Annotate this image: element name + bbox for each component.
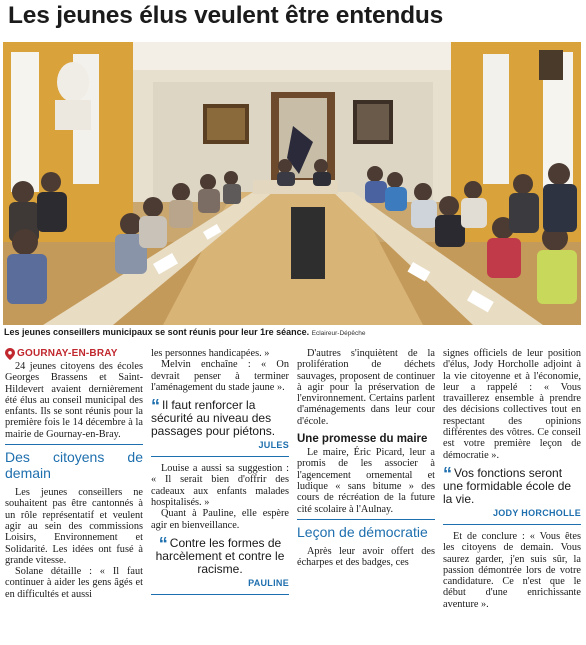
photo-caption bbox=[4, 327, 582, 337]
quote-text: Vos fonctions seront une formidable école de la vie. bbox=[443, 465, 572, 506]
subheading: Leçon de démocratie bbox=[297, 519, 435, 540]
article-column-1 bbox=[5, 348, 143, 600]
quote-author: JULES bbox=[258, 440, 289, 451]
quote-mark-icon: “ bbox=[443, 463, 452, 484]
subheading: Une promesse du maire bbox=[297, 433, 428, 446]
subheading: Des citoyens de demain bbox=[5, 444, 143, 481]
pull-quote bbox=[151, 396, 289, 457]
paragraph: Quant à Pauline, elle espère agir en bienveillance. bbox=[151, 508, 289, 531]
location-label: GOURNAY-EN-BRAY bbox=[17, 348, 118, 360]
article-column-3 bbox=[297, 348, 435, 568]
location-pin-icon bbox=[5, 348, 15, 360]
paragraph: signes officiels de leur position d'élus, Jody Horcholle adjoint à la vie citoyenne et à l'économie, leur a rappelé : « Vous travaillerez ensemble à prendre des décisions collectives tout en respectant des opinions différentes des vôtres. Ce conseil est votre première leçon de démocratie ». bbox=[443, 348, 581, 461]
paragraph: Les jeunes conseillers ne souhaitent pas être cantonnés à un rôle représentatif et veulent agir au sein des commissions Loisirs, Environnement et Solidarité. Les idées ont fusé à grande vitesse. bbox=[5, 487, 143, 566]
paragraph: Après leur avoir offert des écharpes et des badges, ces bbox=[297, 545, 435, 569]
paragraph: Et de conclure : « Vous êtes les citoyens de demain. Vous saurez garder, j'en suis sûr, la passion démontrée lors de votre candidature. Ce n'est que le début d'une enrichissante aventure ». bbox=[443, 530, 581, 610]
pull-quote bbox=[443, 463, 581, 525]
quote-mark-icon: “ bbox=[151, 396, 160, 417]
pull-quote bbox=[151, 533, 289, 595]
article-column-4 bbox=[443, 348, 581, 610]
quote-author: PAULINE bbox=[248, 577, 289, 588]
council-meeting-photo bbox=[3, 42, 581, 325]
paragraph: Melvin enchaîne : « On devrait penser à terminer l'aménagement du stade jaune ». bbox=[151, 359, 289, 393]
paragraph: Solane détaille : « Il faut continuer à aider les gens âgés et en difficultés et aussi bbox=[5, 566, 143, 600]
quote-author: JODY HORCHOLLE bbox=[492, 507, 581, 518]
caption-text: Les jeunes conseillers municipaux se sont réunis pour leur 1re séance. bbox=[4, 327, 310, 337]
photo-credit: Eclaireur-Dépêche bbox=[311, 330, 366, 337]
quote-text: Contre les formes de harcèlement et contre le racisme. bbox=[155, 535, 285, 576]
article-headline: Les jeunes élus veulent être entendus bbox=[8, 2, 444, 29]
article-column-2 bbox=[151, 348, 289, 601]
paragraph: Le maire, Éric Picard, leur a promis de les associer à l'agencement ornemental et ludique « sans bitume » des cours de récréation de la future cité scolaire à l'Aulnay. bbox=[297, 447, 435, 515]
council-room-illustration bbox=[3, 42, 581, 325]
quote-text: Il faut renforcer la sécurité au niveau des passages pour piétons. bbox=[151, 398, 276, 439]
paragraph: D'autres s'inquiètent de la prolifération de déchets sauvages, proposent de continuer à agir pour la préservation de l'environnement. Certains parlent d'aménagements dans leur cour d'école. bbox=[297, 348, 435, 427]
paragraph: 24 jeunes citoyens des écoles Georges Brassens et Saint-Hildevert avaient dernièrement été élus au conseil municipal des enfants. Ils se sont réunis pour la première fois le 14 décembre à la mairie de Gournay-en-Bray. bbox=[5, 361, 143, 440]
dateline bbox=[5, 348, 143, 360]
paragraph: Louise a aussi sa suggestion : « Il serait bien d'offrir des cadeaux aux enfants malades hospitalisés. » bbox=[151, 463, 289, 509]
paragraph: les personnes handicapées. » bbox=[151, 348, 270, 359]
quote-mark-icon: “ bbox=[158, 533, 168, 554]
